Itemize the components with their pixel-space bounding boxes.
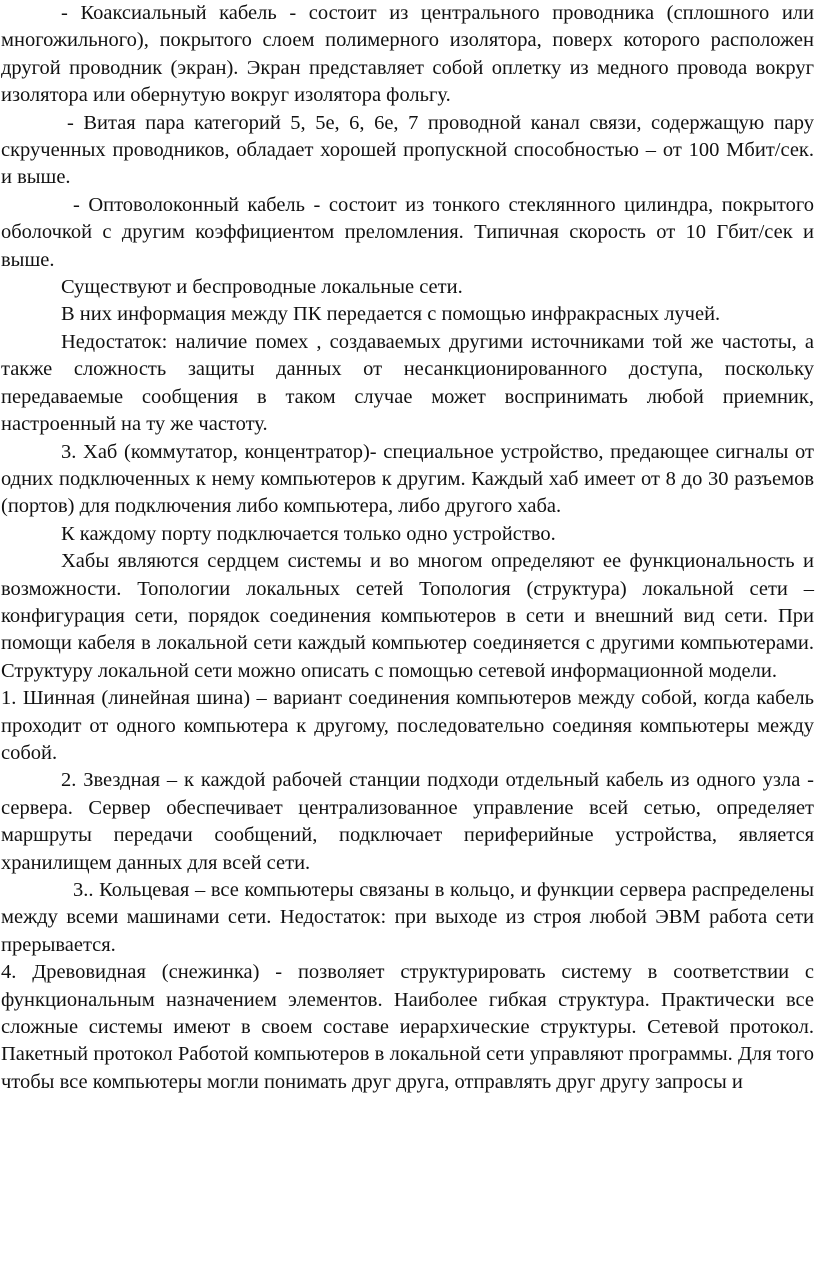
paragraph-hub: 3. Хаб (коммутатор, концентратор)- специальное устройство, предающее сигналы от одних подключенных к нему компьютеров к другим. Каждый хаб имеет от 8 до 30 разъемов (портов) для подключения либо компьютера, либо другого хаба. xyxy=(1,440,814,518)
paragraph-one-device-per-port: К каждому порту подключается только одно устройство. xyxy=(61,522,556,545)
paragraph-ring-topology: 3.. Кольцевая – все компьютеры связаны в кольцо, и функции сервера распределены между всеми машинами сети. Недостаток: при выходе из строя любой ЭВМ работа сети прерывается. xyxy=(1,879,814,956)
paragraph-tree-topology: 4. Древовидная (снежинка) - позволяет структурировать систему в соответствии с функциональным назначением элементов. Наиболее гибкая структура. Практически все сложные системы имеют в своем составе иерархические структуры. Сетевой протокол. Пакетный протокол Работой компьютеров в локальной сети управляют программы. Для того чтобы все компьютеры могли понимать друг друга, отправлять друг другу запросы и xyxy=(1,961,814,1093)
paragraph-star-topology: 2. Звездная – к каждой рабочей станции подходи отдельный кабель из одного узла - сервера. Сервер обеспечивает централизованное управление всей сетью, определяет маршруты передачи сообщений, подключает периферийные устройства, является хранилищем данных для всей сети. xyxy=(1,769,814,874)
paragraph-hubs-topology: Хабы являются сердцем системы и во многом определяют ее функциональность и возможности. Топологии локальных сетей Топология (структура) локальной сети – конфигурация сети, порядок соединения компьютеров в сети и внешний вид сети. При помощи кабеля в локальной сети каждый компьютер соединяется с другими компьютерами. Структуру локальной сети можно описать с помощью сетевой информационной модели. xyxy=(1,550,814,682)
paragraph-fiber-optic: - Оптоволоконный кабель - состоит из тонкого стеклянного цилиндра, покрытого оболочкой с другим коэффициентом преломления. Типичная скорость от 10 Гбит/сек и выше. xyxy=(1,193,814,271)
paragraph-wireless-drawback: Недостаток: наличие помех , создаваемых другими источниками той же частоты, а также сложность защиты данных от несанкционированного доступа, поскольку передаваемые сообщения в таком случае может воспринимать любой приемник, настроенный на ту же частоту. xyxy=(1,330,814,436)
paragraph-coaxial-cable: - Коаксиальный кабель - состоит из центрального проводника (сплошного или многожильного), покрытого слоем полимерного изолятора, поверх которого расположен другой проводник (экран). Экран представляет собой оплетку из медного провода вокруг изолятора или обернутую вокруг изолятора фольгу. xyxy=(1,2,814,107)
paragraph-bus-topology: 1. Шинная (линейная шина) – вариант соединения компьютеров между собой, когда кабель проходит от одного компьютера к другому, последовательно соединяя компьютеры между собой. xyxy=(1,687,814,764)
paragraph-wireless-networks: Существуют и беспроводные локальные сети. xyxy=(61,276,463,299)
paragraph-twisted-pair: - Витая пара категорий 5, 5е, 6, 6е, 7 проводной канал связи, содержащую пару скрученных проводников, обладает хорошей пропускной способностью – от 100 Мбит/сек. и выше. xyxy=(1,111,814,189)
paragraph-infrared: В них информация между ПК передается с помощью инфракрасных лучей. xyxy=(61,303,721,326)
